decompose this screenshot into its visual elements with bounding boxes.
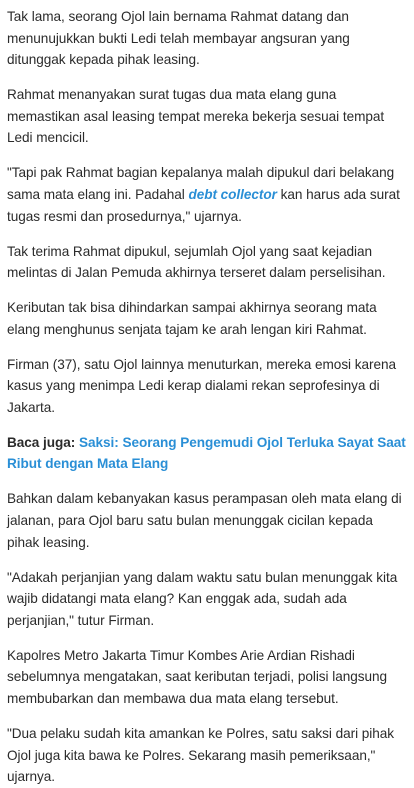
paragraph-9: Kapolres Metro Jakarta Timur Kombes Arie Ardian Rishadi sebelumnya mengatakan, saat keributan terjadi, polisi langsung membubarkan dan membawa dua mata elang tersebut. [7,647,388,706]
paragraph-2: Rahmat menanyakan surat tugas dua mata elang guna memastikan asal leasing tempat mereka bekerja sesuai tempat Ledi mencicil. [7,87,385,146]
baca-juga [7,432,408,475]
baca-juga-label: Baca juga: [7,434,76,450]
paragraph-10: "Dua pelaku sudah kita amankan ke Polres, satu saksi dari pihak Ojol juga kita bawa ke Polres. Sekarang masih pemeriksaan," ujarnya. [7,725,395,785]
baca-juga-link[interactable]: Saksi: Seorang Pengemudi Ojol Terluka Sayat Saat Ribut dengan Mata Elang [7,434,406,472]
paragraph-7: Bahkan dalam kebanyakan kasus perampasan oleh mata elang di jalanan, para Ojol baru satu bulan menunggak cicilan kepada pihak leasing. [7,491,402,550]
debt-collector-link[interactable]: debt collector [188,186,277,202]
paragraph-5: Keributan tak bisa dihindarkan sampai akhirnya seorang mata elang menghunus senjata tajam ke arah lengan kiri Rahmat. [7,300,377,337]
paragraph-6: Firman (37), satu Ojol lainnya menuturkan, mereka emosi karena kasus yang menimpa Ledi kerap dialami rekan seprofesinya di Jakarta. [7,356,397,415]
paragraph-3-text-before: "Tapi pak Rahmat bagian kepalanya malah dipukul dari belakang sama mata elang ini. Padahal [7,165,395,202]
paragraph-1: Tak lama, seorang Ojol lain bernama Rahmat datang dan menunujukkan bukti Ledi telah membayar angsuran yang ditunggak kepada pihak leasing. [7,9,350,68]
paragraph-3-text-after: kan harus ada surat tugas resmi dan prosedurnya," ujarnya. [7,186,400,224]
paragraph-4: Tak terima Rahmat dipukul, sejumlah Ojol yang saat kejadian melintas di Jalan Pemuda akhirnya terseret dalam perselisihan. [7,243,386,281]
paragraph-8: "Adakah perjanjian yang dalam waktu satu bulan menunggak kita wajib didatangi mata elang? Kan enggak ada, sudah ada perjanjian," tutur Firman. [7,569,398,628]
paragraph-3 [7,162,408,227]
